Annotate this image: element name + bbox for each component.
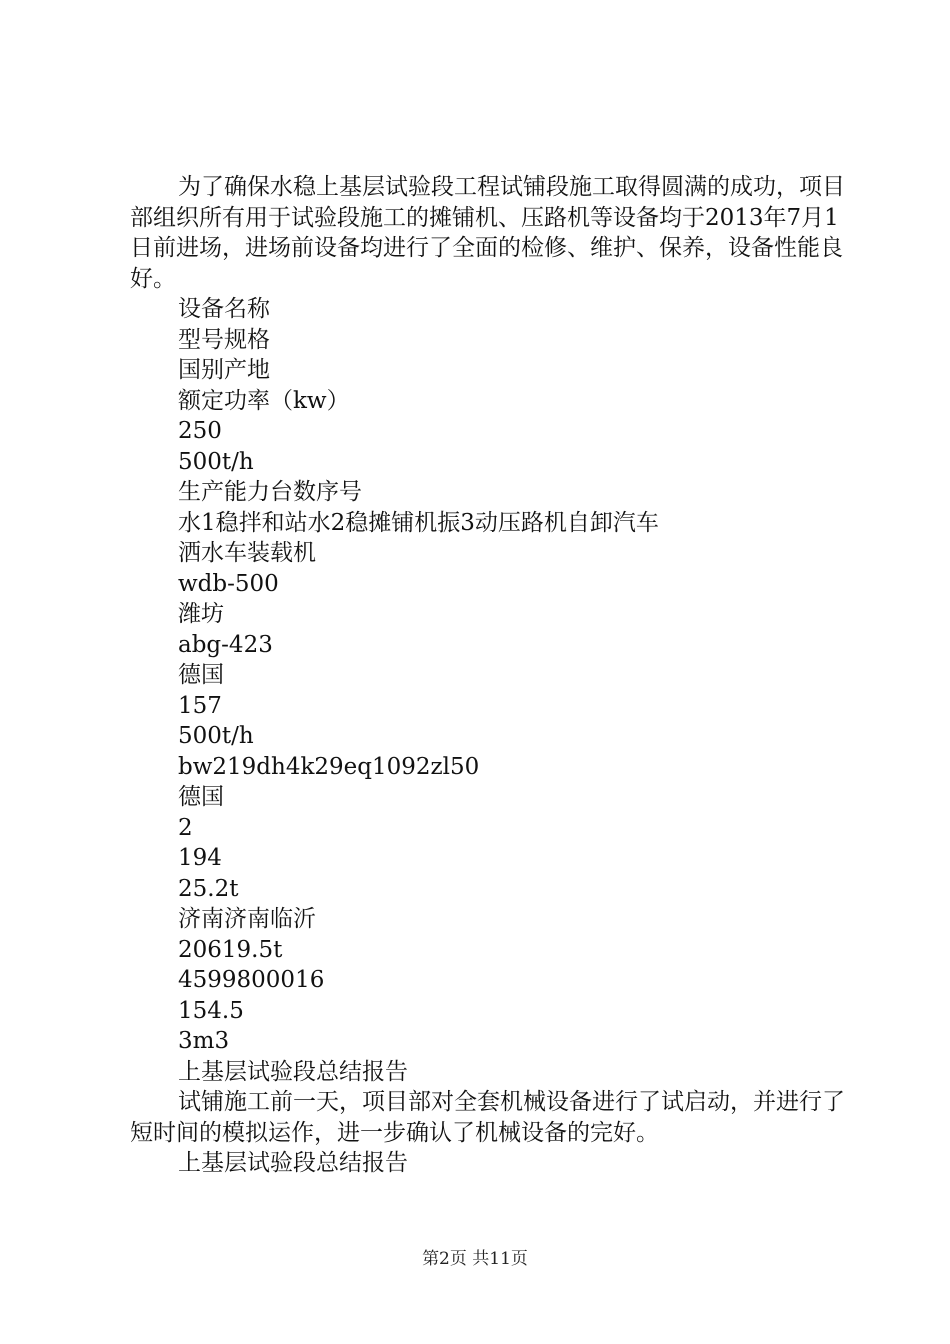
text-line-18: 2	[178, 814, 193, 841]
text-line-7: 生产能力台数序号	[178, 479, 362, 505]
text-line-14: 157	[178, 692, 222, 719]
text-line-4: 额定功率（kw）	[178, 387, 350, 414]
page-footer: 第2页 共11页	[422, 1249, 528, 1269]
text-line-10: wdb-500	[178, 570, 279, 597]
text-line-5: 250	[178, 418, 222, 444]
text-line-15: 500t/h	[178, 723, 254, 749]
text-line-13: 德国	[178, 662, 224, 688]
text-line-1: 设备名称	[178, 296, 270, 322]
text-line-9: 洒水车装载机	[178, 540, 316, 566]
text-line-6: 500t/h	[178, 448, 254, 475]
document-body	[130, 172, 855, 1179]
intro-paragraph: 为了确保水稳上基层试验段工程试铺段施工取得圆满的成功，项目部组织所有用于试验段施工的摊铺机、压路机等设备均于2013年7月1日前进场，进场前设备均进行了全面的检修、维护、保养，设备性能良好。	[130, 174, 845, 292]
section-heading: 上基层试验段总结报告	[178, 1058, 408, 1085]
text-line-12: abg-423	[178, 631, 273, 658]
text-line-25: 3m3	[178, 1028, 230, 1054]
closing-heading: 上基层试验段总结报告	[178, 1150, 408, 1176]
text-line-22: 20619.5t	[178, 936, 283, 963]
text-line-20: 25.2t	[178, 875, 239, 902]
text-line-21: 济南济南临沂	[178, 906, 316, 932]
text-line-16: bw219dh4k29eq1092zl50	[178, 753, 480, 780]
text-line-17: 德国	[178, 784, 224, 810]
text-line-24: 154.5	[178, 997, 244, 1024]
text-line-23: 4599800016	[178, 967, 325, 993]
text-line-3: 国别产地	[178, 357, 270, 383]
second-paragraph: 试铺施工前一天，项目部对全套机械设备进行了试启动，并进行了短时间的模拟运作，进一步确认了机械设备的完好。	[130, 1089, 845, 1146]
text-line-8: 水1稳拌和站水2稳摊铺机振3动压路机自卸汽车	[178, 509, 659, 536]
text-line-11: 潍坊	[178, 601, 224, 627]
text-line-19: 194	[178, 845, 222, 871]
text-line-2: 型号规格	[178, 326, 270, 353]
